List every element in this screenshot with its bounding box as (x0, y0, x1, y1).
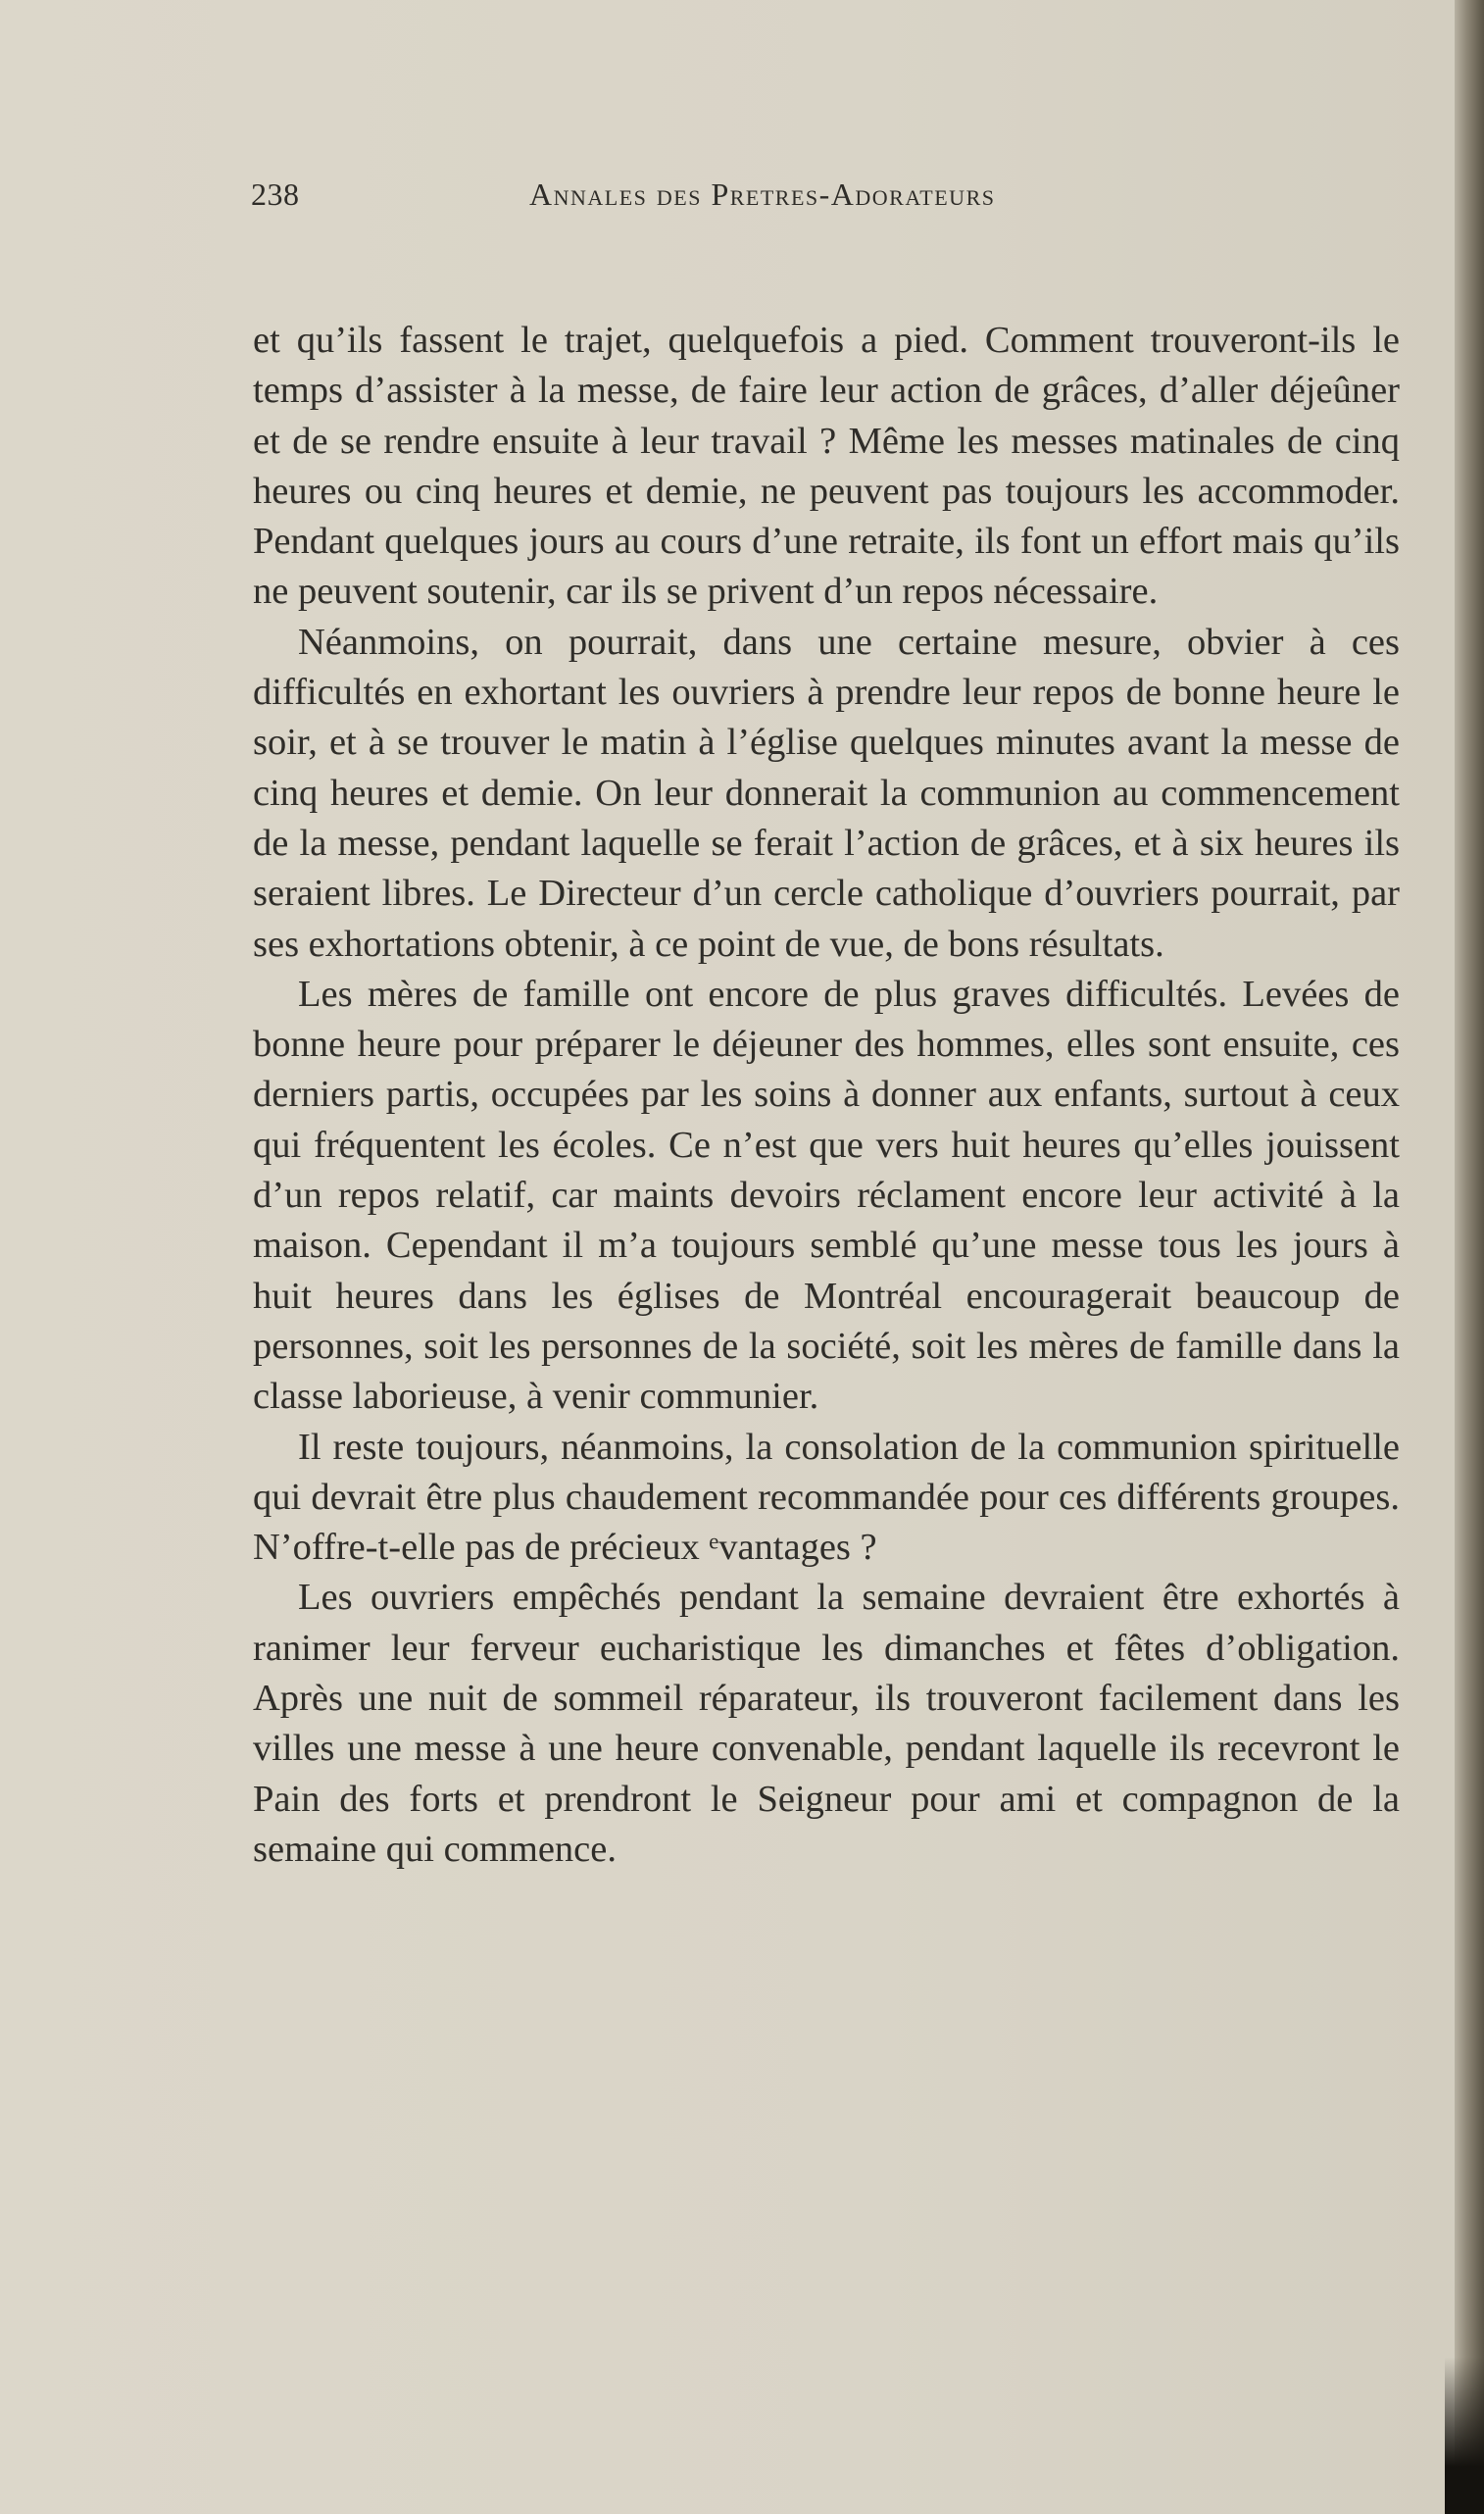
running-head (251, 176, 1398, 220)
paragraph-2: Néanmoins, on pourrait, dans une certaine mesure, obvier à ces difficultés en exhortant les ouvriers à prendre leur repos de bonne heure le soir, et à se trouver le matin à l’église quelques minutes avant la messe de cinq heures et demie. On leur donnerait la communion au commencement de la messe, pendant laquelle se ferait l’action de grâces, et à six heures ils seraient libres. Le Directeur d’un cercle catholique d’ouvriers pourrait, par ses exhortations obtenir, à ce point de vue, de bons résultats. (253, 621, 1400, 965)
page-number: 238 (251, 176, 300, 212)
body-text (253, 316, 1400, 1875)
running-title: Annales des Pretres-Adorateurs (529, 176, 996, 212)
book-page-edge (1455, 0, 1484, 2514)
paragraph-1: et qu’ils fassent le trajet, quelquefois a pied. Comment trouveront-ils le temps d’assister à la messe, de faire leur action de grâces, d’aller déjeûner et de se rendre ensuite à leur travail ? Même les messes matinales de cinq heures ou cinq heures et demie, ne peuvent pas toujours les accommoder. Pendant quelques jours au cours d’une retraite, ils font un effort mais qu’ils ne peuvent soutenir, car ils se privent d’un repos nécessaire. (253, 320, 1400, 613)
paragraph-3: Les mères de famille ont encore de plus graves difficultés. Levées de bonne heure pour préparer le déjeuner des hommes, elles sont ensuite, ces derniers partis, occupées par les soins à donner aux enfants, surtout à ceux qui fréquentent les écoles. Ce n’est que vers huit heures qu’elles jouissent d’un repos relatif, car maints devoirs réclament encore leur activité à la maison. Cependant il m’a toujours semblé qu’une messe tous les jours à huit heures dans les églises de Montréal encouragerait beaucoup de personnes, soit les personnes de la société, soit les mères de famille dans la classe laborieuse, à venir communier. (253, 973, 1400, 1418)
binding-shadow (1445, 2357, 1484, 2514)
paragraph-5: Les ouvriers empêchés pendant la semaine devraient être exhortés à ranimer leur ferveur eucharistique les dimanches et fêtes d’obligation. Après une nuit de sommeil réparateur, ils trouveront facilement dans les villes une messe à une heure convenable, pendant laquelle ils recevront le Pain des forts et prendront le Seigneur pour ami et compagnon de la semaine qui commence. (253, 1577, 1400, 1870)
paragraph-4: Il reste toujours, néanmoins, la consolation de la communion spirituelle qui devrait être plus chaudement recommandée pour ces différents groupes. N’offre-t-elle pas de précieux ᵉvantages ? (253, 1426, 1400, 1569)
